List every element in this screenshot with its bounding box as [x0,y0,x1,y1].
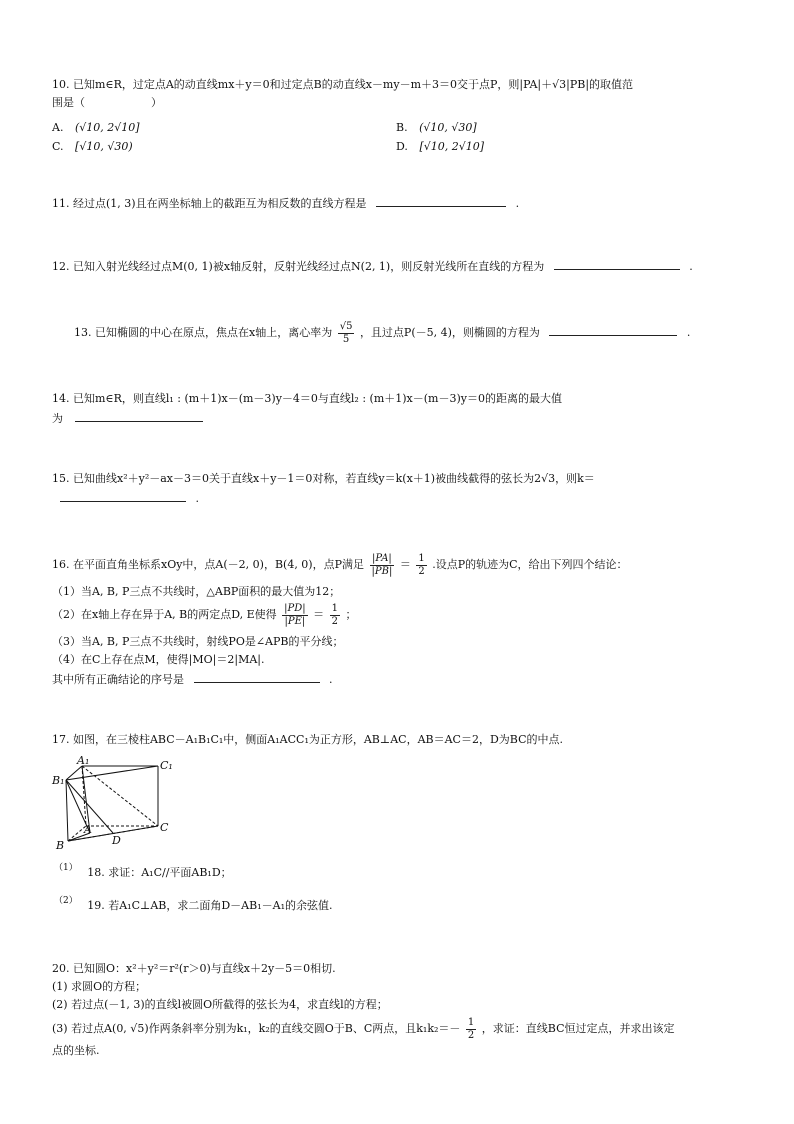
q15-stem-line2 [60,490,199,506]
q12-stem [52,258,693,274]
q10-stem-line1: 10. 已知m∈R，过定点A的动直线mx＋y＝0和过定点B的动直线x－my－m＋3＝0交于点P，则|PA|＋√3|PB|的取值范 [52,78,634,91]
q16-ratio-fraction [370,553,395,578]
q16-conclusion-3: （3）当A, B, P三点不共线时，射线PO是∠APB的平分线； [52,635,344,648]
label-a1: A₁ [77,754,90,767]
q16-c2-half-fraction [330,603,340,628]
fraction-numerator: |PD| [284,602,306,614]
q11-stem [52,195,519,211]
q17-part-1 [54,860,232,879]
label-c1: C₁ [160,759,173,772]
prism-figure [50,753,182,853]
q12-period: . [689,260,693,273]
q14-answer-blank[interactable] [75,410,203,422]
q15-stem-line1: 15. 已知曲线x²＋y²－ax－3＝0关于直线x＋y－1＝0对称，若直线y＝k(x＋1)被曲线截得的弦长为2√3，则k＝ [52,472,595,485]
q17-stem: 17. 如图，在三棱柱ABC－A₁B₁C₁中，侧面A₁ACC₁为正方形，AB⊥AC，AB＝AC＝2，D为BC的中点. [52,733,563,746]
q14-stem-line2 [52,410,203,426]
q16-stem [52,550,628,580]
fraction-numerator: 1 [418,552,425,564]
label-a: A [84,823,92,836]
fraction-denominator: 2 [467,1029,475,1041]
q20-stem-line1: 20. 已知圆O：x²＋y²＝r²(r＞0)与直线x＋2y－5＝0相切. [52,962,336,975]
q20-part-2: (2) 若过点(－1, 3)的直线l被圆O所截得的弦长为4，求直线l的方程； [52,998,388,1011]
q12-text: 12. 已知入射光线经过点M(0, 1)被x轴反射，反射光线经过点N(2, 1)，则反射光线所在直线的方程为 [52,260,545,273]
q13-eccentricity-fraction [338,321,355,346]
option-text: (√10, √30] [419,121,477,134]
fraction-numerator: √5 [339,320,353,332]
q20-part-3-text-post: ，求证：直线BC恒过定点，并求出该定 [481,1022,675,1035]
label-c: C [160,821,169,834]
q10-option-b[interactable] [396,121,477,135]
q20-part-3 [52,1014,675,1044]
q20-half-fraction [466,1017,476,1042]
q12-answer-blank[interactable] [554,258,680,270]
q10-option-a[interactable] [52,121,140,135]
option-label: D. [396,140,408,153]
q16-equals: ＝ [399,558,411,571]
q20-part-3-text-pre: (3) 若过点A(0, √5)作两条斜率分别为k₁，k₂的直线交圆O于B、C两点，且k₁k₂＝－ [52,1022,461,1035]
label-d: D [112,834,121,847]
q16-c2-equals: ＝ [313,608,325,621]
q16-c2-end: ； [345,608,357,621]
q13-stem [74,318,690,348]
q13-text-post: ，且过点P(－5, 4)，则椭圆的方程为 [359,326,540,339]
q16-answer-blank[interactable] [194,671,320,683]
q16-c2-text: （2）在x轴上存在异于A, B的两定点D, E使得 [52,608,277,621]
q16-conclusion-4: （4）在C上存在点M，使得|MO|＝2|MA|. [52,653,265,666]
q14-text-line2: 为 [52,412,63,425]
q17-part-2 [54,893,333,912]
fraction-denominator: |PB| [371,565,393,577]
label-b: B [56,839,65,852]
q13-answer-blank[interactable] [549,324,677,336]
q20-part-1: (1) 求圆O的方程； [52,980,147,993]
q14-stem-line1: 14. 已知m∈R，则直线l₁ : (m＋1)x－(m－3)y－4＝0与直线l₂ : (m＋1)x－(m－3)y＝0的距离的最大值 [52,392,562,405]
q10-option-c[interactable] [52,140,133,154]
q16-text-pre: 16. 在平面直角坐标系xOy中，点A(－2, 0)，B(4, 0)，点P满足 [52,558,365,571]
fraction-numerator: |PA| [370,553,395,566]
fraction-denominator: 2 [418,565,425,577]
q13-text-pre: 13. 已知椭圆的中心在原点，焦点在x轴上，离心率为 [74,326,333,339]
fraction-denominator: 5 [342,333,350,345]
q17-part-1-text: 18. 求证：A₁C//平面AB₁D； [87,866,232,879]
fraction-numerator: 1 [467,1016,475,1028]
q16-conclusion-2 [52,598,357,632]
q10-stem-line2: 围是（ ） [52,96,162,109]
option-text: (√10, 2√10] [74,121,140,134]
q16-half-fraction [416,553,426,578]
q17-part-2-text: 19. 若A₁C⊥AB，求二面角D－AB₁－A₁的余弦值. [87,899,333,912]
q16-conclusion-1: （1）当A, B, P三点不共线时，△ABP面积的最大值为12； [52,585,341,598]
q10-option-d[interactable] [396,140,484,154]
q11-period: . [515,197,520,210]
q11-answer-blank[interactable] [376,195,506,207]
label-b1: B₁ [52,774,65,787]
fraction-denominator: |PE| [284,615,306,627]
fraction-numerator: 1 [331,602,339,614]
part-number: （2） [54,896,78,906]
option-text: [√10, 2√10] [419,140,485,153]
q16-period: . [329,673,333,686]
option-text: [√10, √30) [75,140,133,153]
option-label: C. [52,140,64,153]
q20-part-3-continued: 点的坐标. [52,1044,100,1057]
q13-period: . [686,326,691,339]
option-label: B. [396,121,408,134]
q16-text-post: .设点P的轨迹为C，给出下列四个结论： [432,558,628,571]
q15-answer-blank[interactable] [60,490,186,502]
q16-ask [52,671,333,687]
q11-text: 11. 经过点(1, 3)且在两坐标轴上的截距互为相反数的直线方程是 [52,197,367,210]
fraction-denominator: 2 [331,615,339,627]
option-label: A. [52,121,64,134]
q16-c2-ratio-fraction [282,603,307,628]
part-number: （1） [54,863,78,873]
q16-ask-text: 其中所有正确结论的序号是 [52,673,184,686]
q15-period: . [195,492,199,505]
